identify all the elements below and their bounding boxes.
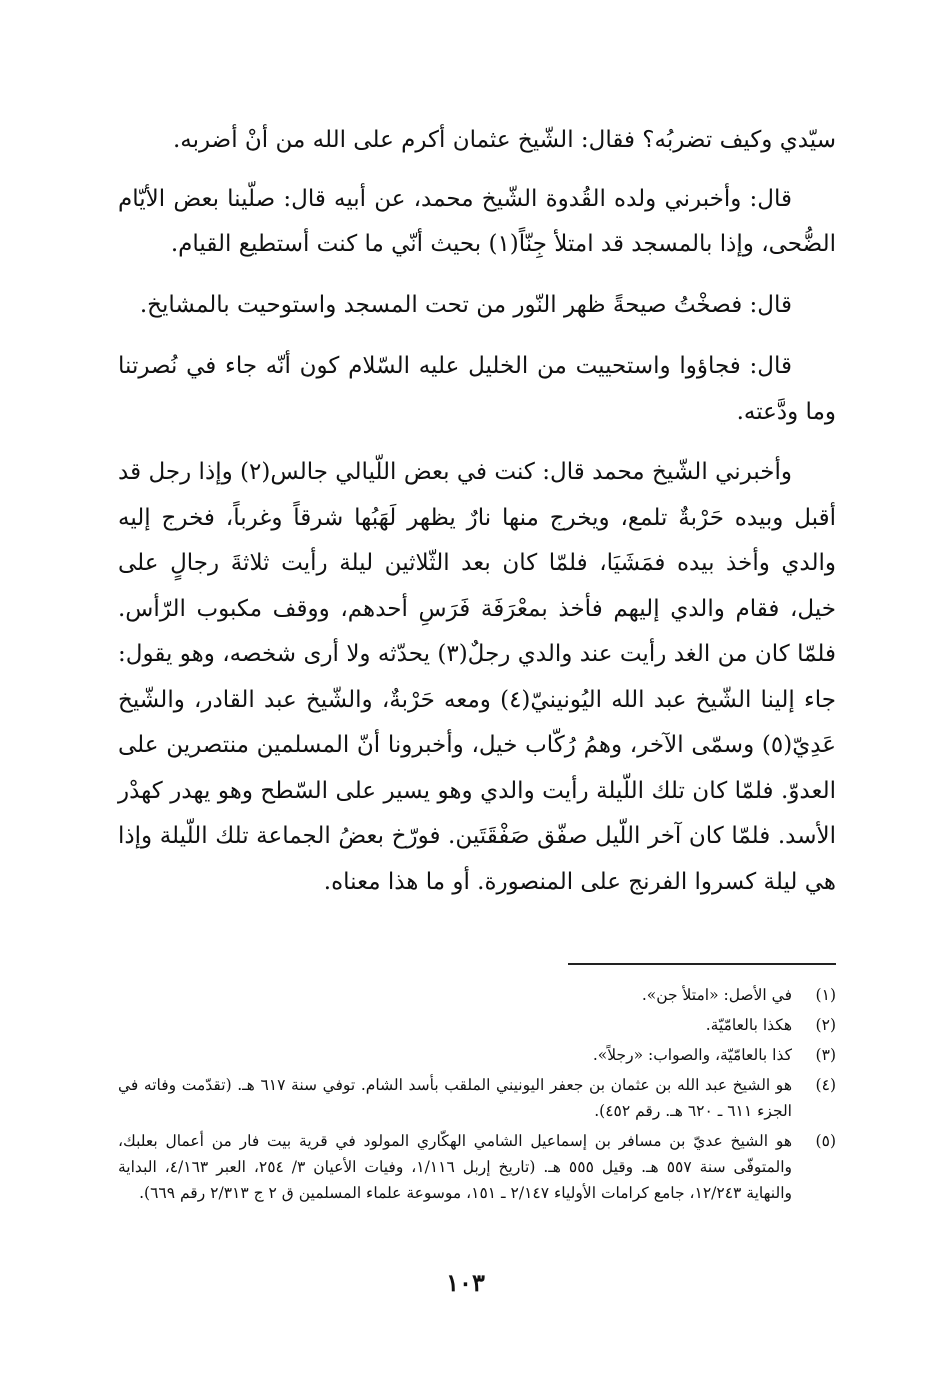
footnote-text: هو الشيخ عديّ بن مسافر بن إسماعيل الشامي الهكّاري المولود في قرية بيت فار من أعمال بعلبك، والمتوفّى سنة ٥٥٧ هـ. وقيل ٥٥٥ هـ. (تاريخ إربل ١/١١٦، وفيات الأعيان ٣/ ٢٥٤، العبر ٤/١٦٣، البداية والنهاية ١٢/٢٤٣، جامع كرامات الأولياء ٢/١٤٧ ـ ١٥١، موسوعة علماء المسلمين ق ٢ ج ٢/٣١٣ رقم ٦٦٩). xyxy=(118,1132,793,1202)
footnote-text: كذا بالعامّيّة، والصواب: «رجلاً». xyxy=(592,1046,792,1064)
main-text xyxy=(118,118,836,905)
footnote-number: (٣) xyxy=(815,1046,836,1064)
footnote-text: هو الشيخ عبد الله بن عثمان بن جعفر اليونيني الملقب بأسد الشام. توفي سنة ٦١٧ هـ. (تقدّمت وفاته في الجزء ٦١١ ـ ٦٢٠ هـ. رقم ٤٥٢). xyxy=(118,1076,792,1120)
footnote-number: (١) xyxy=(815,986,836,1004)
footnote-text: في الأصل: «امتلأ جن». xyxy=(641,986,792,1004)
footnote-number: (٤) xyxy=(815,1076,836,1094)
paragraph: قال: وأخبرني ولده القُدوة الشّيخ محمد، عن أبيه قال: صلّينا بعض الأيّام الضُّحى، وإذا بالمسجد قد امتلأ جِنّاً(١) بحيث أنّي ما كنت أستطيع القيام. xyxy=(118,185,836,257)
footnote xyxy=(118,1042,836,1068)
footnote xyxy=(118,1128,836,1206)
paragraph: قال: فجاؤوا واستحييت من الخليل عليه السّلام كون أنّه جاء في نُصرتنا وما ودَّعته. xyxy=(118,353,836,425)
paragraph: وأخبرني الشّيخ محمد قال: كنت في بعض اللّيالي جالس(٢) وإذا رجل قد أقبل وبيده حَرْبةٌ تلمع، ويخرج منها نارٌ يظهر لَهَبُها شرقاً وغرباً، فخرج إليه والدي وأخذ بيده فمَشَيَا، فلمّا كان بعد الثّلاثين ليلة رأيت ثلاثةَ رجالٍ على خيل، فقام والدي إليهم فأخذ بمعْرَفَة فَرَسِ أحدهم، ووقف مكبوب الرّأس. فلمّا كان من الغد رأيت عند والدي رجلٌ(٣) يحدّثه ولا أرى شخصه، وهو يقول: جاء إلينا الشّيخ عبد الله اليُونينيّ(٤) ومعه حَرْبةٌ، والشّيخ عبد القادر، والشّيخ عَدِيّ(٥) وسمّى الآخر، وهمُ رُكّاب خيل، وأخبرونا أنّ المسلمين منتصرين على العدوّ. فلمّا كان تلك اللّيلة رأيت والدي وهو يسير على السّطح وهو يهدر كهدْر الأسد. فلمّا كان آخر اللّيل صفّق صَفْقَتَين. فورّخ بعضُ الجماعة تلك اللّيلة وإذا هي ليلة كسروا الفرنج على المنصورة. أو ما هذا معناه. xyxy=(118,459,837,895)
page-number: ١٠٣ xyxy=(446,1268,485,1297)
footnotes xyxy=(118,982,836,1206)
footnote xyxy=(118,1012,836,1038)
footnote-separator xyxy=(568,963,836,965)
footnote xyxy=(118,982,836,1008)
footnote-text: هكذا بالعامّيّة. xyxy=(705,1016,792,1034)
footnote-number: (٢) xyxy=(815,1016,836,1034)
footnote-number: (٥) xyxy=(815,1132,836,1150)
footnote xyxy=(118,1072,836,1124)
paragraph: قال: فصخْتُ صيحةً ظهر النّور من تحت المسجد واستوحيت بالمشايخ. xyxy=(139,291,792,318)
paragraph: سيّدي وكيف تضربُه؟ فقال: الشّيخ عثمان أكرم على الله من أنْ أضربه. xyxy=(172,127,836,153)
